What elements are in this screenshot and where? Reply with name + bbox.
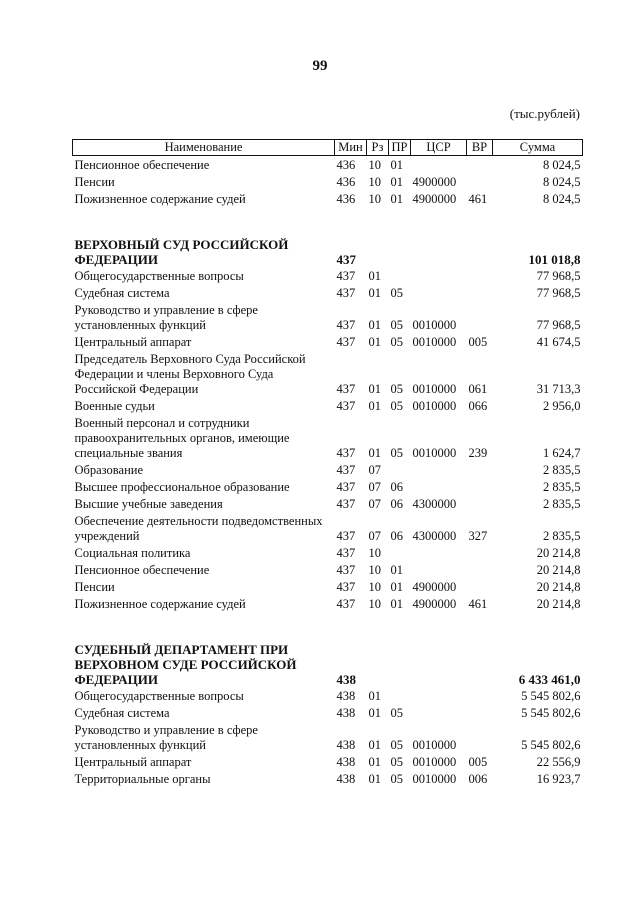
- cell-vr: [467, 461, 493, 478]
- cell-pr: [389, 612, 411, 687]
- cell-sum: 2 835,5: [543, 463, 581, 477]
- cell-vr: [467, 173, 493, 190]
- cell-min: 437: [336, 529, 356, 543]
- cell-vr: [467, 578, 493, 595]
- cell-min: 436: [336, 175, 356, 189]
- cell-sum: 6 433 461,0: [518, 672, 581, 687]
- cell-vr: 005: [468, 755, 488, 769]
- table-row: [73, 333, 583, 350]
- cell-vr: [467, 687, 493, 704]
- table-row: [73, 190, 583, 207]
- cell-rz: 01: [368, 269, 381, 283]
- cell-rz: 01: [368, 318, 381, 332]
- cell-min: 437: [336, 480, 356, 494]
- cell-rz: 07: [368, 497, 381, 511]
- cell-vr: [467, 721, 493, 753]
- cell-pr: 05: [390, 335, 403, 349]
- cell-pr: 06: [390, 480, 403, 494]
- cell-csr: [411, 544, 467, 561]
- cell-sum: 22 556,9: [536, 755, 581, 769]
- cell-pr: 05: [390, 318, 403, 332]
- cell-min: 437: [336, 269, 356, 283]
- cell-csr: 4900000: [412, 580, 457, 594]
- table-row: [73, 721, 583, 753]
- cell-sum: 8 024,5: [543, 175, 581, 189]
- cell-csr: 4900000: [412, 175, 457, 189]
- cell-sum: 16 923,7: [536, 772, 581, 786]
- cell-pr: [389, 687, 411, 704]
- cell-vr: [467, 301, 493, 333]
- cell-min: 437: [336, 318, 356, 332]
- page-number: 99: [312, 58, 328, 74]
- cell-name: Военные судьи: [74, 399, 155, 413]
- cell-rz: 01: [368, 706, 381, 720]
- cell-min: 437: [336, 580, 356, 594]
- header-min: Мин: [335, 140, 367, 156]
- cell-pr: [389, 207, 411, 267]
- cell-pr: 05: [390, 446, 403, 460]
- cell-sum: 2 835,5: [543, 529, 581, 543]
- cell-name: Пожизненное содержание судей: [74, 192, 246, 206]
- units-label: (тыс.рублей): [509, 106, 580, 121]
- cell-rz: 10: [368, 563, 381, 577]
- cell-rz: 01: [368, 772, 381, 786]
- cell-csr: 4900000: [412, 192, 457, 206]
- cell-sum: 5 545 802,6: [521, 689, 581, 703]
- table-row: [73, 595, 583, 612]
- cell-pr: [389, 267, 411, 284]
- cell-pr: 01: [390, 192, 403, 206]
- table-row: [73, 687, 583, 704]
- table-row: [73, 350, 583, 397]
- cell-vr: 327: [468, 529, 488, 543]
- cell-csr: [411, 156, 467, 174]
- table-row: [73, 704, 583, 721]
- header-name: Наименование: [73, 140, 335, 156]
- cell-csr: 0010000: [412, 318, 457, 332]
- cell-sum: 2 835,5: [543, 497, 581, 511]
- cell-name: Территориальные органы: [74, 772, 211, 786]
- cell-min: 437: [336, 497, 356, 511]
- cell-pr: 01: [390, 597, 403, 611]
- cell-sum: 20 214,8: [536, 546, 581, 560]
- cell-csr: [411, 207, 467, 267]
- cell-rz: 01: [368, 755, 381, 769]
- cell-min: 437: [336, 563, 356, 577]
- header-vr: ВР: [467, 140, 493, 156]
- cell-name: Центральный аппарат: [74, 335, 192, 349]
- cell-min: 437: [336, 399, 356, 413]
- cell-pr: 01: [390, 580, 403, 594]
- cell-name: Социальная политика: [74, 546, 191, 560]
- cell-name: Общегосударственные вопросы: [74, 689, 244, 703]
- cell-name: СУДЕБНЫЙ ДЕПАРТАМЕНТ ПРИ ВЕРХОВНОМ СУДЕ РОССИЙСКОЙ ФЕДЕРАЦИИ: [74, 642, 297, 687]
- cell-sum: 101 018,8: [528, 252, 581, 267]
- cell-pr: 05: [390, 755, 403, 769]
- cell-vr: 461: [468, 597, 488, 611]
- cell-csr: [411, 612, 467, 687]
- table-row: [73, 544, 583, 561]
- cell-name: Образование: [74, 463, 144, 477]
- cell-csr: [411, 561, 467, 578]
- cell-min: 438: [336, 755, 356, 769]
- cell-min: 438: [336, 672, 356, 687]
- table-row: [73, 478, 583, 495]
- cell-rz: [367, 207, 389, 267]
- cell-csr: [411, 704, 467, 721]
- cell-min: 438: [336, 689, 356, 703]
- cell-vr: [467, 495, 493, 512]
- cell-rz: [367, 612, 389, 687]
- cell-sum: 20 214,8: [536, 580, 581, 594]
- cell-vr: 061: [468, 382, 488, 396]
- cell-rz: 10: [368, 597, 381, 611]
- cell-name: Высшее профессиональное образование: [74, 480, 290, 494]
- cell-name: ВЕРХОВНЫЙ СУД РОССИЙСКОЙ ФЕДЕРАЦИИ: [74, 237, 289, 267]
- cell-rz: 10: [368, 580, 381, 594]
- header-pr: ПР: [389, 140, 411, 156]
- cell-min: 437: [336, 335, 356, 349]
- header-csr: ЦСР: [411, 140, 467, 156]
- cell-min: 438: [336, 738, 356, 752]
- cell-sum: 20 214,8: [536, 563, 581, 577]
- cell-csr: 0010000: [412, 382, 457, 396]
- cell-sum: 77 968,5: [536, 318, 581, 332]
- cell-min: 437: [336, 446, 356, 460]
- cell-name: Обеспечение деятельности подведомственных учреждений: [74, 514, 323, 543]
- cell-min: 438: [336, 772, 356, 786]
- section-row: [73, 207, 583, 267]
- cell-sum: 77 968,5: [536, 286, 581, 300]
- cell-min: 438: [336, 706, 356, 720]
- cell-pr: 01: [390, 158, 403, 172]
- cell-min: 437: [336, 286, 356, 300]
- cell-name: Судебная система: [74, 286, 170, 300]
- cell-rz: 01: [368, 446, 381, 460]
- cell-name: Пенсии: [74, 580, 115, 594]
- cell-rz: 01: [368, 399, 381, 413]
- cell-vr: [467, 284, 493, 301]
- cell-csr: 4900000: [412, 597, 457, 611]
- table-row: [73, 173, 583, 190]
- cell-name: Пожизненное содержание судей: [74, 597, 246, 611]
- table-row: [73, 561, 583, 578]
- cell-csr: [411, 461, 467, 478]
- cell-name: Руководство и управление в сфере установленных функций: [74, 723, 258, 752]
- cell-min: 437: [336, 597, 356, 611]
- cell-name: Высшие учебные заведения: [74, 497, 223, 511]
- cell-csr: 4300000: [412, 497, 457, 511]
- cell-name: Пенсионное обеспечение: [74, 158, 210, 172]
- cell-vr: [467, 704, 493, 721]
- table-row: [73, 284, 583, 301]
- cell-csr: 0010000: [412, 399, 457, 413]
- cell-rz: 10: [368, 175, 381, 189]
- cell-name: Пенсионное обеспечение: [74, 563, 210, 577]
- cell-rz: 01: [368, 738, 381, 752]
- table-row: [73, 156, 583, 174]
- cell-name: Председатель Верховного Суда Российской Федерации и члены Верховного Суда Российской Федерации: [74, 352, 306, 396]
- cell-rz: 10: [368, 158, 381, 172]
- cell-sum: 2 956,0: [543, 399, 581, 413]
- cell-sum: 1 624,7: [543, 446, 581, 460]
- cell-csr: 0010000: [412, 446, 457, 460]
- cell-vr: [467, 544, 493, 561]
- cell-pr: 05: [390, 399, 403, 413]
- budget-table: [72, 139, 583, 787]
- cell-rz: 01: [368, 689, 381, 703]
- table-row: [73, 414, 583, 461]
- cell-rz: 07: [368, 480, 381, 494]
- cell-rz: 10: [368, 192, 381, 206]
- section-row: [73, 612, 583, 687]
- cell-rz: 10: [368, 546, 381, 560]
- cell-rz: 01: [368, 286, 381, 300]
- cell-vr: 005: [468, 335, 488, 349]
- cell-vr: [467, 612, 493, 687]
- cell-rz: 07: [368, 463, 381, 477]
- cell-vr: [467, 561, 493, 578]
- cell-sum: 77 968,5: [536, 269, 581, 283]
- cell-vr: 239: [468, 446, 488, 460]
- cell-sum: 31 713,3: [536, 382, 581, 396]
- header-rz: Рз: [367, 140, 389, 156]
- table-row: [73, 770, 583, 787]
- cell-sum: 5 545 802,6: [521, 706, 581, 720]
- cell-sum: 8 024,5: [543, 158, 581, 172]
- table-row: [73, 397, 583, 414]
- cell-rz: 01: [368, 382, 381, 396]
- cell-csr: 0010000: [412, 755, 457, 769]
- cell-pr: 01: [390, 563, 403, 577]
- cell-pr: 01: [390, 175, 403, 189]
- cell-sum: 20 214,8: [536, 597, 581, 611]
- cell-csr: [411, 284, 467, 301]
- cell-vr: 006: [468, 772, 488, 786]
- table-row: [73, 495, 583, 512]
- table-row: [73, 578, 583, 595]
- cell-csr: 0010000: [412, 335, 457, 349]
- cell-name: Общегосударственные вопросы: [74, 269, 244, 283]
- cell-csr: 4300000: [412, 529, 457, 543]
- cell-vr: [467, 156, 493, 174]
- table-body: [73, 156, 583, 788]
- cell-min: 437: [336, 252, 356, 267]
- cell-name: Руководство и управление в сфере установленных функций: [74, 303, 258, 332]
- table-header: [73, 140, 583, 156]
- cell-min: 437: [336, 546, 356, 560]
- cell-min: 437: [336, 463, 356, 477]
- cell-pr: 06: [390, 497, 403, 511]
- cell-min: 436: [336, 192, 356, 206]
- cell-pr: [389, 461, 411, 478]
- table-row: [73, 461, 583, 478]
- cell-csr: [411, 267, 467, 284]
- table-row: [73, 753, 583, 770]
- cell-csr: [411, 687, 467, 704]
- cell-vr: 461: [468, 192, 488, 206]
- cell-pr: 05: [390, 706, 403, 720]
- cell-pr: 05: [390, 772, 403, 786]
- cell-sum: 2 835,5: [543, 480, 581, 494]
- cell-min: 437: [336, 382, 356, 396]
- cell-csr: 0010000: [412, 772, 457, 786]
- cell-vr: [467, 267, 493, 284]
- cell-sum: 5 545 802,6: [521, 738, 581, 752]
- table-row: [73, 512, 583, 544]
- cell-min: 436: [336, 158, 356, 172]
- cell-name: Пенсии: [74, 175, 115, 189]
- cell-pr: 06: [390, 529, 403, 543]
- cell-pr: 05: [390, 738, 403, 752]
- cell-sum: 41 674,5: [536, 335, 581, 349]
- cell-vr: [467, 207, 493, 267]
- cell-pr: 05: [390, 286, 403, 300]
- cell-rz: 01: [368, 335, 381, 349]
- cell-sum: 8 024,5: [543, 192, 581, 206]
- cell-pr: 05: [390, 382, 403, 396]
- header-sum: Сумма: [493, 140, 583, 156]
- cell-name: Центральный аппарат: [74, 755, 192, 769]
- table-row: [73, 301, 583, 333]
- cell-name: Военный персонал и сотрудники правоохранительных органов, имеющие специальные звания: [74, 416, 290, 460]
- cell-vr: 066: [468, 399, 488, 413]
- cell-csr: [411, 478, 467, 495]
- cell-rz: 07: [368, 529, 381, 543]
- cell-csr: 0010000: [412, 738, 457, 752]
- cell-vr: [467, 478, 493, 495]
- cell-name: Судебная система: [74, 706, 170, 720]
- cell-pr: [389, 544, 411, 561]
- table-row: [73, 267, 583, 284]
